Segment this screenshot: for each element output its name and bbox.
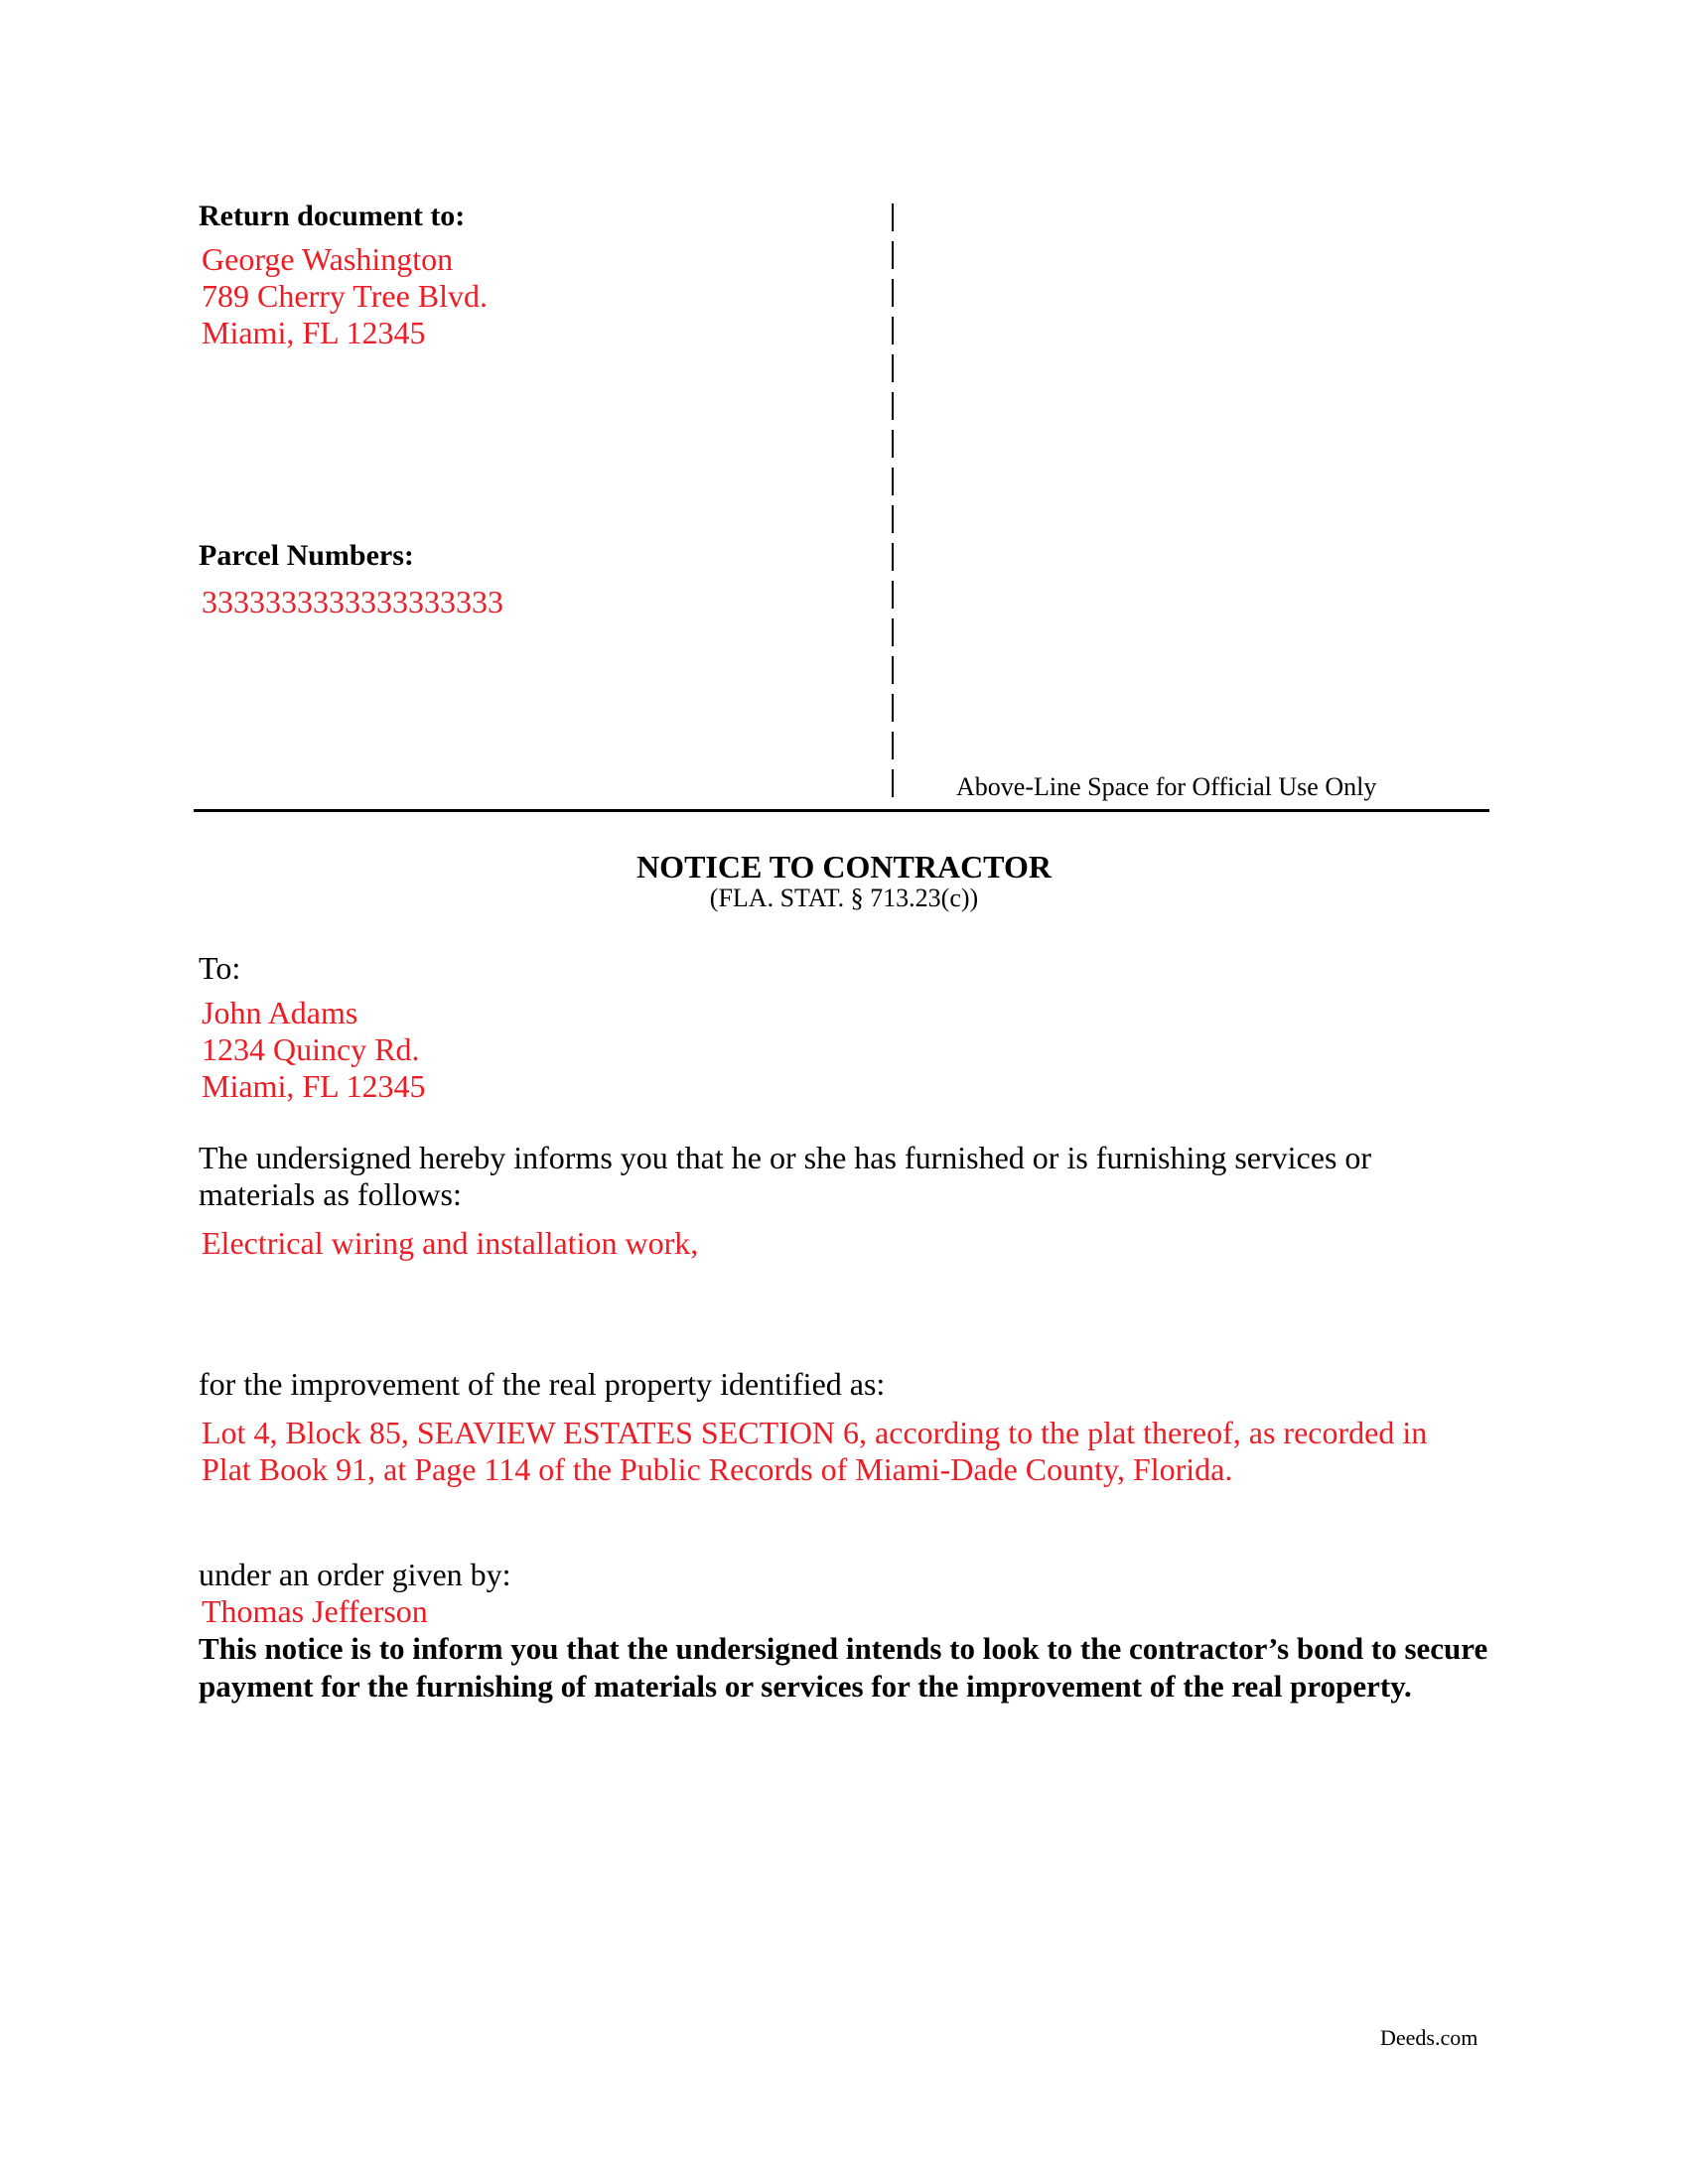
parcel-number-value: 3333333333333333333: [202, 584, 503, 619]
return-address-street: 789 Cherry Tree Blvd.: [202, 278, 488, 314]
notice-statement: This notice is to inform you that the undersigned intends to look to the contractor’s bond to secure payment for the furnishing of materials or services for the improvement of the real property.: [199, 1631, 1488, 1704]
recipient-name: John Adams: [202, 995, 358, 1030]
return-address: [202, 241, 488, 351]
property-legal-description: Lot 4, Block 85, SEAVIEW ESTATES SECTION 6, according to the plat thereof, as recorded in Plat Book 91, at Page 114 of the Public Records of Miami-Dade County, Florida.: [202, 1415, 1428, 1487]
recipient-address: [202, 995, 425, 1105]
to-label: To:: [199, 950, 241, 986]
official-use-label: Above-Line Space for Official Use Only: [956, 772, 1377, 801]
order-intro: under an order given by:: [199, 1557, 511, 1592]
services-description: Electrical wiring and installation work,: [202, 1225, 699, 1261]
return-document-label: Return document to:: [199, 200, 466, 232]
statute-reference: (FLA. STAT. § 713.23(c)): [709, 884, 979, 912]
return-address-city: Miami, FL 12345: [202, 315, 426, 350]
recipient-city: Miami, FL 12345: [202, 1068, 426, 1104]
parcel-numbers-label: Parcel Numbers:: [199, 539, 414, 572]
return-address-name: George Washington: [202, 241, 454, 277]
recording-area-divider: [892, 204, 894, 807]
intro-paragraph: The undersigned hereby informs you that he or she has furnished or is furnishing services or materials as follows:: [199, 1140, 1372, 1212]
document-title: NOTICE TO CONTRACTOR: [636, 849, 1052, 885]
recipient-street: 1234 Quincy Rd.: [202, 1031, 420, 1067]
footer-brand: Deeds.com: [1380, 2025, 1478, 2050]
property-intro: for the improvement of the real property identified as:: [199, 1366, 886, 1402]
order-given-by-name: Thomas Jefferson: [202, 1593, 428, 1629]
recording-area-rule: [194, 809, 1489, 812]
